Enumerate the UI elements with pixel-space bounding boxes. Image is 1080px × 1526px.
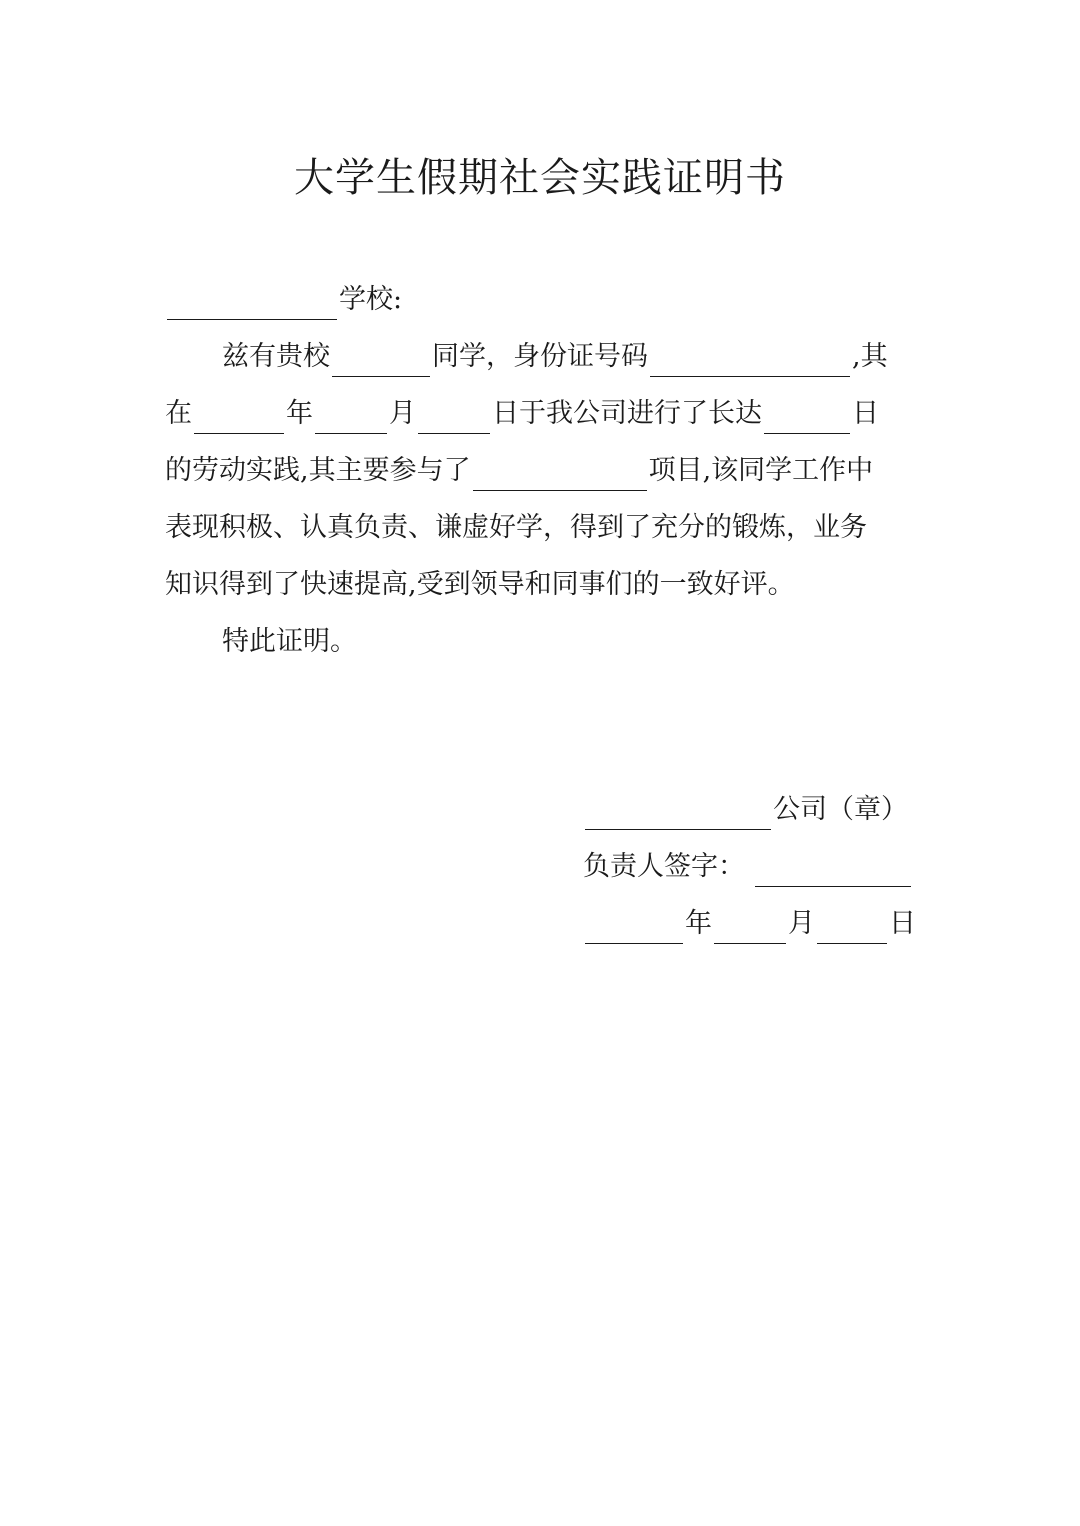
duration-days-blank[interactable] bbox=[764, 402, 850, 434]
school-name-blank[interactable] bbox=[167, 288, 337, 320]
company-label: 公司（章） bbox=[773, 794, 908, 825]
paragraph-line-3 bbox=[165, 451, 873, 491]
line2-start: 在 bbox=[165, 398, 192, 429]
student-name-blank[interactable] bbox=[332, 345, 430, 377]
start-month-blank[interactable] bbox=[315, 402, 387, 434]
start-day-blank[interactable] bbox=[418, 402, 490, 434]
line1-end: ,其 bbox=[852, 341, 888, 372]
paragraph-line-1 bbox=[222, 337, 888, 377]
duration-text: 日于我公司进行了长达 bbox=[492, 398, 762, 429]
signer-label: 负责人签字： bbox=[583, 851, 745, 882]
closing-line bbox=[222, 622, 357, 662]
sign-date-line bbox=[583, 904, 916, 944]
sign-day-label: 日 bbox=[889, 908, 916, 939]
intro-text: 兹有贵校 bbox=[222, 341, 330, 372]
signer-line bbox=[583, 847, 913, 887]
paragraph-line-4 bbox=[165, 508, 867, 548]
sign-year-label: 年 bbox=[685, 908, 712, 939]
line3-end: 项目,该同学工作中 bbox=[648, 455, 874, 486]
sign-year-blank[interactable] bbox=[585, 912, 683, 944]
line3-start: 的劳动实践,其主要参与了 bbox=[165, 455, 471, 486]
paragraph-line-5 bbox=[165, 565, 795, 605]
paragraph-line-2 bbox=[165, 394, 879, 434]
days-label: 日 bbox=[852, 398, 879, 429]
id-number-label: 同学，身份证号码 bbox=[432, 341, 648, 372]
year-label: 年 bbox=[286, 398, 313, 429]
closing-text: 特此证明。 bbox=[222, 626, 357, 657]
start-year-blank[interactable] bbox=[194, 402, 284, 434]
sign-day-blank[interactable] bbox=[817, 912, 887, 944]
company-seal-line bbox=[583, 790, 908, 830]
sign-month-label: 月 bbox=[788, 908, 815, 939]
salutation-suffix: 学校: bbox=[339, 284, 403, 315]
company-name-blank[interactable] bbox=[585, 798, 771, 830]
project-blank[interactable] bbox=[473, 459, 647, 491]
id-number-blank[interactable] bbox=[650, 345, 850, 377]
line4-text: 表现积极、认真负责、谦虚好学，得到了充分的锻炼，业务 bbox=[165, 512, 867, 543]
line5-text: 知识得到了快速提高,受到领导和同事们的一致好评。 bbox=[165, 569, 795, 600]
signer-blank[interactable] bbox=[755, 855, 911, 887]
month-label: 月 bbox=[389, 398, 416, 429]
page-title: 大学生假期社会实践证明书 bbox=[294, 155, 786, 201]
sign-month-blank[interactable] bbox=[714, 912, 786, 944]
salutation-line bbox=[165, 280, 402, 320]
